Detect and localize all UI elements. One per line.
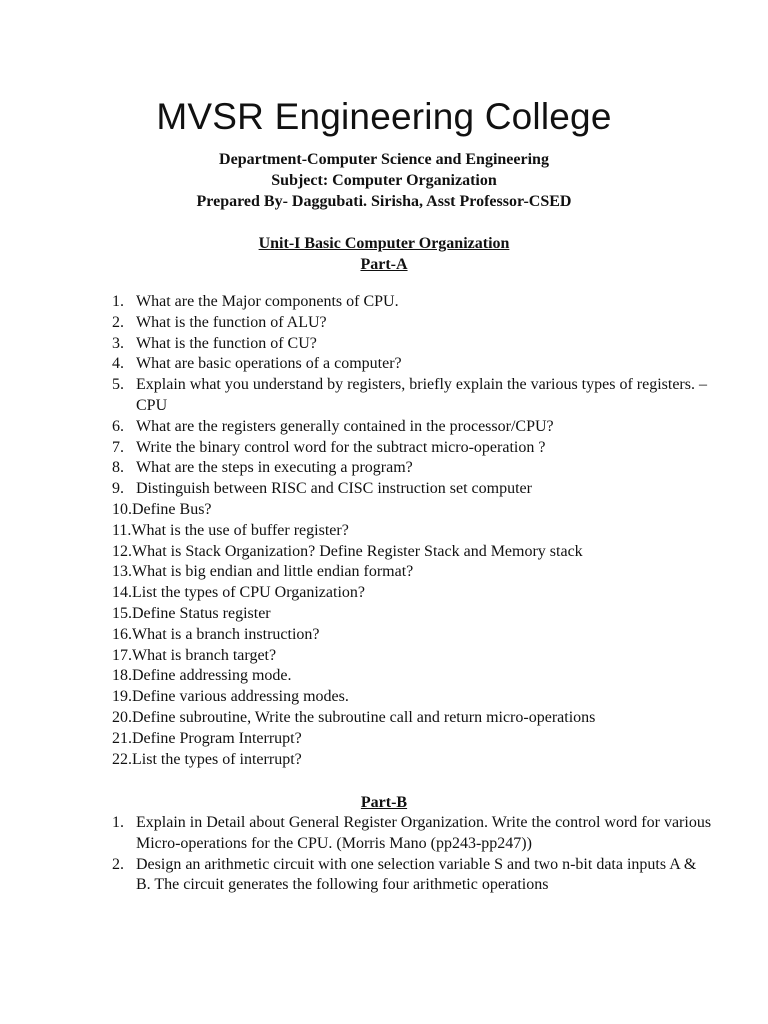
- question-number: 21.: [112, 729, 132, 747]
- question-item: [112, 646, 712, 667]
- question-number: 4.: [112, 355, 124, 373]
- prepared-by-line: Prepared By- Daggubati. Sirisha, Asst Professor-CSED: [196, 193, 572, 210]
- subject-line: Subject: Computer Organization: [271, 172, 497, 189]
- question-number: 15.: [112, 604, 132, 622]
- question-item: [112, 458, 712, 479]
- question-item: [112, 417, 712, 438]
- question-text: Design an arithmetic circuit with one selection variable S and two n-bit data inputs A & B. The circuit generates the following four arithmetic operations: [136, 855, 697, 894]
- question-text: Define various addressing modes.: [132, 688, 349, 706]
- question-item: [112, 813, 712, 855]
- question-item: [112, 750, 712, 771]
- question-number: 19.: [112, 688, 132, 706]
- question-number: 14.: [112, 584, 132, 602]
- question-text: Distinguish between RISC and CISC instruction set computer: [136, 480, 532, 498]
- question-item: [112, 334, 712, 355]
- unit-heading-block: [0, 233, 768, 275]
- question-item: [112, 479, 712, 500]
- question-item: [112, 438, 712, 459]
- question-item: [112, 583, 712, 604]
- question-text: What is the use of buffer register?: [131, 521, 349, 539]
- part-b-question-list: [112, 813, 712, 896]
- question-item: [112, 729, 712, 750]
- question-text: Explain what you understand by registers, briefly explain the various types of registers. – CPU: [136, 376, 707, 414]
- question-number: 9.: [112, 480, 124, 498]
- question-item: [112, 625, 712, 646]
- question-item: [112, 292, 712, 313]
- question-item: [112, 604, 712, 625]
- question-number: 18.: [112, 667, 132, 685]
- part-b-heading: Part-B: [360, 794, 408, 811]
- question-text: What is Stack Organization? Define Register Stack and Memory stack: [132, 542, 583, 560]
- question-number: 12.: [112, 542, 132, 560]
- college-title: MVSR Engineering College: [156, 96, 612, 137]
- question-text: List the types of interrupt?: [132, 750, 302, 768]
- question-text: What are the registers generally contained in the processor/CPU?: [136, 417, 554, 435]
- question-number: 8.: [112, 459, 124, 477]
- question-number: 5.: [112, 376, 124, 394]
- question-text: Define Program Interrupt?: [132, 729, 302, 747]
- department-line: Department-Computer Science and Engineering: [219, 151, 549, 168]
- question-number: 10.: [112, 500, 132, 518]
- question-text: Define subroutine, Write the subroutine call and return micro-operations: [132, 708, 596, 726]
- question-number: 7.: [112, 438, 124, 456]
- question-item: [112, 521, 712, 542]
- question-number: 1.: [112, 293, 124, 310]
- question-text: What is a branch instruction?: [132, 625, 320, 643]
- question-item: [112, 313, 712, 334]
- question-item: [112, 500, 712, 521]
- document-header: [0, 149, 768, 212]
- question-text: Explain in Detail about General Register Organization. Write the control word for various Micro-operations for the CPU. (Morris Mano (pp243-pp247)): [136, 814, 712, 852]
- question-number: 2.: [112, 313, 124, 331]
- question-number: 3.: [112, 334, 124, 352]
- question-text: What are the Major components of CPU.: [136, 293, 399, 310]
- question-number: 1.: [112, 814, 124, 831]
- part-a-question-list: [112, 292, 712, 770]
- unit-title: Unit-I Basic Computer Organization: [258, 235, 510, 252]
- question-item: [112, 542, 712, 563]
- question-number: 16.: [112, 625, 132, 643]
- question-text: Define addressing mode.: [132, 667, 292, 685]
- question-number: 11.: [112, 521, 132, 539]
- question-number: 6.: [112, 417, 124, 435]
- question-item: [112, 708, 712, 729]
- question-text: What are the steps in executing a program?: [136, 459, 413, 477]
- question-item: [112, 375, 712, 417]
- part-a-heading: Part-A: [360, 256, 408, 273]
- question-text: What is branch target?: [132, 646, 277, 664]
- question-text: List the types of CPU Organization?: [132, 584, 365, 602]
- question-text: What is the function of ALU?: [136, 313, 327, 331]
- question-text: What is the function of CU?: [136, 334, 317, 352]
- question-item: [112, 666, 712, 687]
- question-item: [112, 562, 712, 583]
- question-number: 2.: [112, 855, 124, 873]
- question-number: 17.: [112, 646, 132, 664]
- question-number: 20.: [112, 708, 132, 726]
- question-number: 13.: [112, 563, 132, 581]
- question-text: Write the binary control word for the subtract micro-operation ?: [136, 438, 546, 456]
- question-text: What are basic operations of a computer?: [136, 355, 402, 373]
- question-text: Define Status register: [132, 604, 271, 622]
- question-number: 22.: [112, 750, 132, 768]
- question-text: Define Bus?: [132, 500, 212, 518]
- question-item: [112, 855, 712, 897]
- question-item: [112, 687, 712, 708]
- question-text: What is big endian and little endian format?: [132, 563, 414, 581]
- question-item: [112, 354, 712, 375]
